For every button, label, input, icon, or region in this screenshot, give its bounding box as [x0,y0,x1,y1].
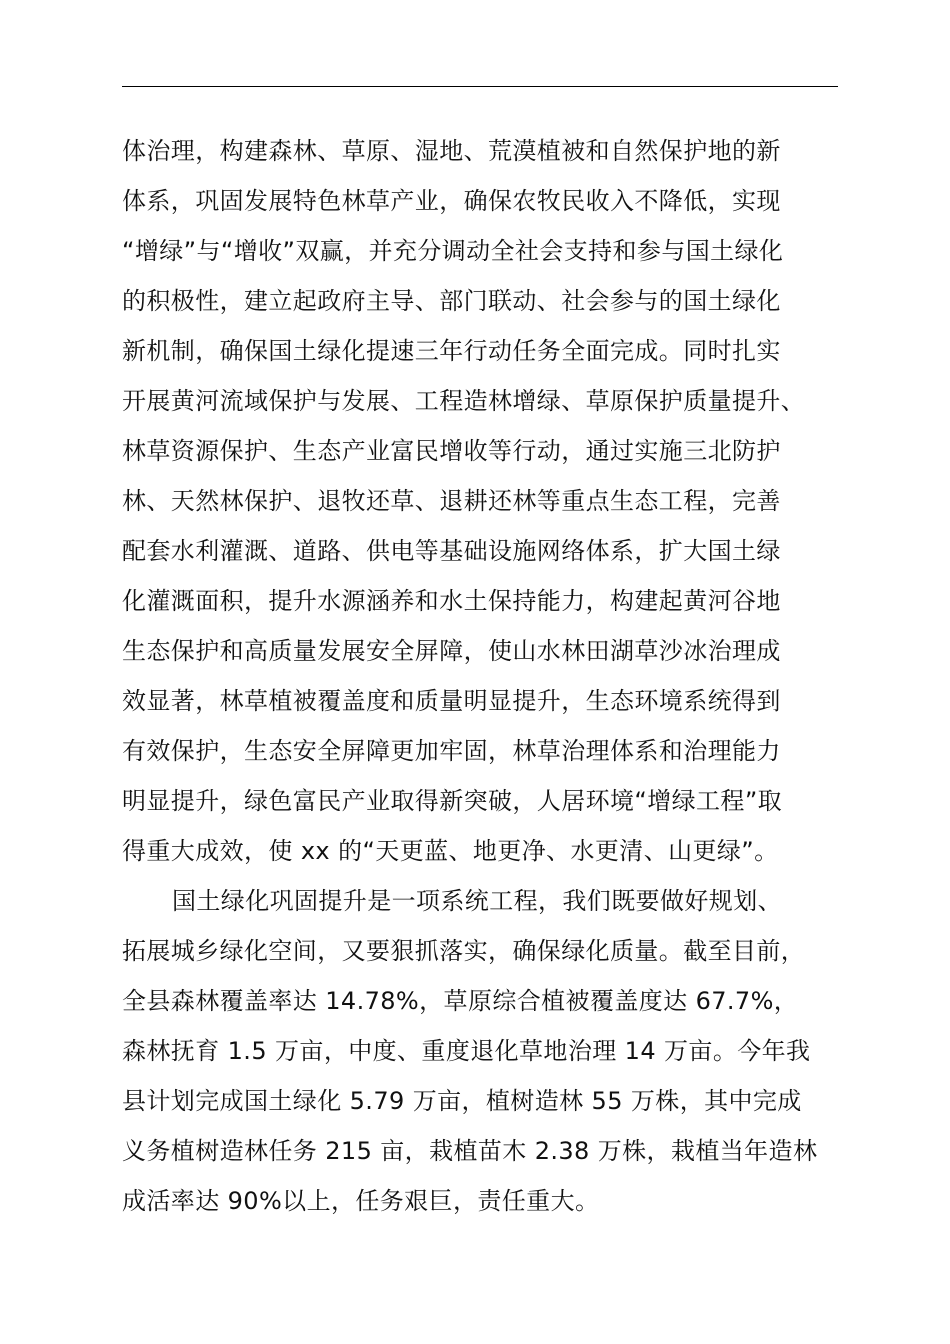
text-line: 明显提升，绿色富民产业取得新突破，人居环境“增绿工程”取 [122,787,783,815]
header-rule [122,86,838,87]
text-line: 配套水利灌溉、道路、供电等基础设施网络体系，扩大国土绿 [122,537,781,565]
text-line: 林草资源保护、生态产业富民增收等行动，通过实施三北防护 [122,437,781,465]
text-line: 效显著，林草植被覆盖度和质量明显提升，生态环境系统得到 [122,687,781,715]
document-body [122,126,852,1226]
text-line: 拓展城乡绿化空间，又要狠抓落实，确保绿化质量。截至目前， [122,937,806,965]
text-line: 体系，巩固发展特色林草产业，确保农牧民收入不降低，实现 [122,187,781,215]
text-line: 新机制，确保国土绿化提速三年行动任务全面完成。同时扎实 [122,337,781,365]
text-line: 全县森林覆盖率达 14.78%，草原综合植被覆盖度达 67.7%， [122,987,799,1015]
text-line: 森林抚育 1.5 万亩，中度、重度退化草地治理 14 万亩。今年我 [122,1037,811,1065]
text-line: 开展黄河流域保护与发展、工程造林增绿、草原保护质量提升、 [122,387,806,415]
paragraph-1 [122,126,852,876]
text-line: 的积极性，建立起政府主导、部门联动、社会参与的国土绿化 [122,287,781,315]
text-line: 林、天然林保护、退牧还草、退耕还林等重点生态工程，完善 [122,487,781,515]
text-line: 县计划完成国土绿化 5.79 万亩，植树造林 55 万株，其中完成 [122,1087,802,1115]
text-line: 化灌溉面积，提升水源涵养和水土保持能力，构建起黄河谷地 [122,587,781,615]
text-line: 义务植树造林任务 215 亩，栽植苗木 2.38 万株，栽植当年造林 [122,1137,818,1165]
text-line: 体治理，构建森林、草原、湿地、荒漠植被和自然保护地的新 [122,137,781,165]
text-line: “增绿”与“增收”双赢，并充分调动全社会支持和参与国土绿化 [122,237,784,265]
text-line: 有效保护，生态安全屏障更加牢固，林草治理体系和治理能力 [122,737,781,765]
paragraph-2 [122,876,852,1226]
text-line: 生态保护和高质量发展安全屏障，使山水林田湖草沙冰治理成 [122,637,781,665]
text-line: 国土绿化巩固提升是一项系统工程，我们既要做好规划、 [172,887,782,915]
text-line: 成活率达 90%以上，任务艰巨，责任重大。 [122,1187,600,1215]
text-line: 得重大成效，使 xx 的“天更蓝、地更净、水更清、山更绿”。 [122,837,779,865]
